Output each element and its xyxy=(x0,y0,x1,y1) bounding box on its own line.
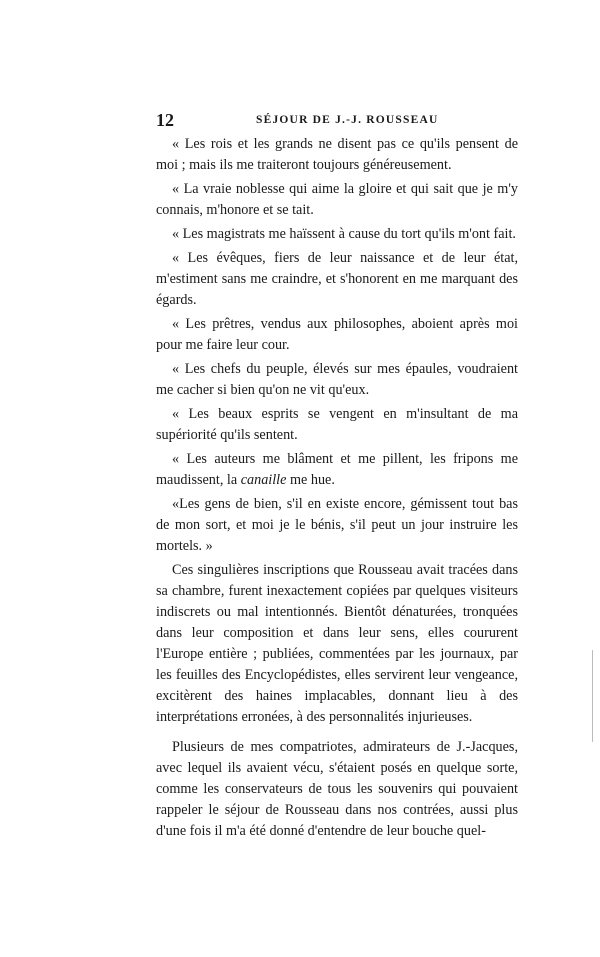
authors-text-before: « Les auteurs me blâment et me pillent, les fripons me maudissent, la xyxy=(156,451,518,488)
paragraph-nobility: « La vraie noblesse qui aime la gloire et qui sait que je m'y connais, m'honore et se tait. xyxy=(156,181,518,218)
paragraph-good-people: «Les gens de bien, s'il en existe encore, gémissent tout bas de mon sort, et moi je le bénis, s'il peut un jour instruire les mortels. » xyxy=(156,496,518,554)
margin-scan-line xyxy=(592,650,593,742)
paragraph-bishops: « Les évêques, fiers de leur naissance et de leur état, m'estiment sans me craindre, et s'honorent en me marquant des égards. xyxy=(156,250,518,308)
paragraph-compatriots: Plusieurs de mes compatriotes, admirateurs de J.-Jacques, avec lequel ils avaient vécu, s'étaient posés en quelque sorte, comme les conservateurs de tous les souvenirs qui pouvaient rappeler le séjour de Rousseau dans nos contrées, aussi plus d'une fois il m'a été donné d'entendre de leur bouche quel- xyxy=(156,739,518,839)
paragraph-kings: « Les rois et les grands ne disent pas ce qu'ils pensent de moi ; mais ils me traiteront toujours généreusement. xyxy=(156,136,518,173)
paragraph-wits: « Les beaux esprits se vengent en m'insultant de ma supériorité qu'ils sentent. xyxy=(156,406,518,443)
running-title: SÉJOUR DE J.-J. ROUSSEAU xyxy=(256,114,439,126)
paragraph-priests: « Les prêtres, vendus aux philosophes, aboient après moi pour me faire leur cour. xyxy=(156,316,518,353)
authors-text-after: me hue. xyxy=(286,472,335,488)
paragraph-magistrates: « Les magistrats me haïssent à cause du tort qu'ils m'ont fait. xyxy=(172,226,516,242)
paragraph-authors xyxy=(156,449,518,491)
page-header xyxy=(156,110,518,132)
page-number: 12 xyxy=(156,110,174,130)
paragraph-inscriptions: Ces singulières inscriptions que Rousseau avait tracées dans sa chambre, furent inexactement copiées par quelques visiteurs indiscrets ou mal intentionnés. Bientôt dénaturées, tronquées dans leur composition et dans leur sens, elles coururent l'Europe entière ; publiées, commentées par les journaux, par les feuilles des Encyclopédistes, elles servirent leur vengeance, excitèrent des haines implacables, donnant lieu à des interprétations erronées, à des personnalités injurieuses. xyxy=(156,562,518,725)
authors-text-italic: canaille xyxy=(240,472,287,488)
body-text xyxy=(156,134,518,845)
paragraph-chiefs: « Les chefs du peuple, élevés sur mes épaules, voudraient me cacher si bien qu'on ne vit qu'eux. xyxy=(156,361,518,398)
